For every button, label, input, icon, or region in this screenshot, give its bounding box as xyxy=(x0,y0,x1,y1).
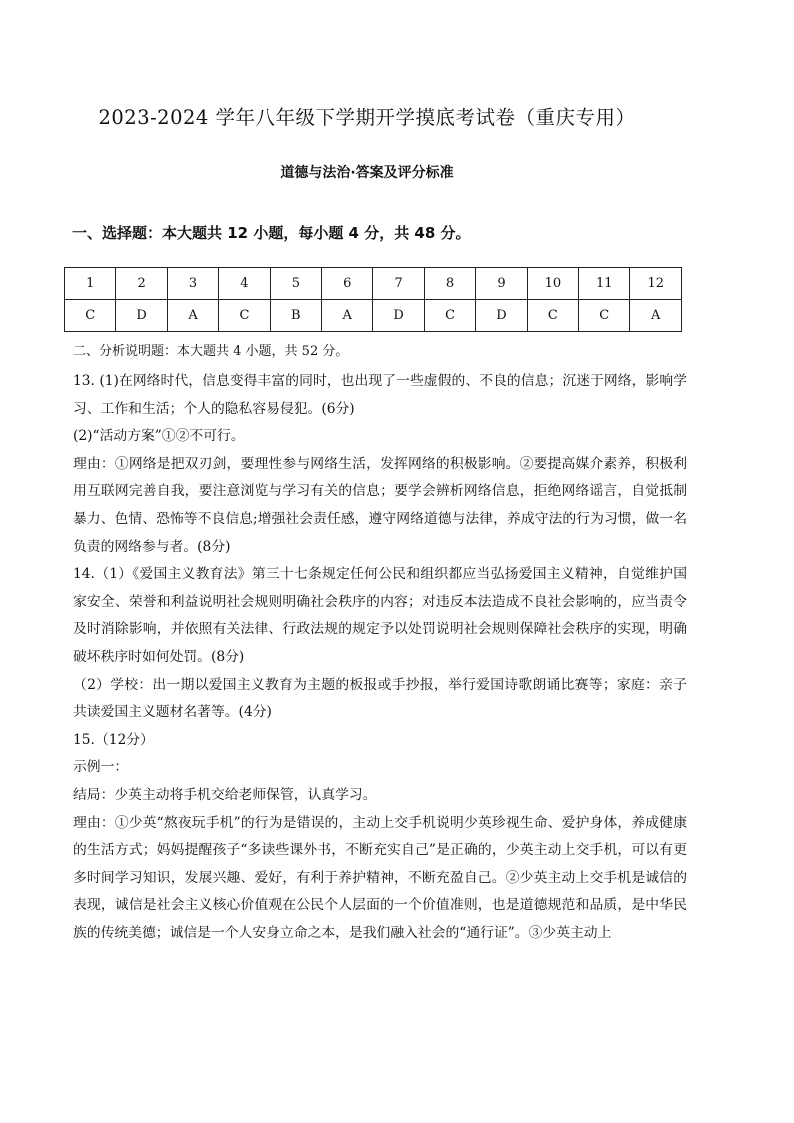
answer-table-answers-row xyxy=(65,300,682,332)
question-number-cell: 7 xyxy=(373,268,424,300)
answer-cell: C xyxy=(424,300,475,332)
question-number-cell: 6 xyxy=(322,268,373,300)
question-number-cell: 4 xyxy=(219,268,270,300)
document-subtitle: 道德与法治·答案及评分标准 xyxy=(280,165,454,181)
question-number-cell: 12 xyxy=(630,268,682,300)
paragraph: 理由：①少英“熬夜玩手机”的行为是错误的，主动上交手机说明少英珍视生命、爱护身体，养成健康的生活方式；妈妈提醒孩子“多读些课外书，不断充实自己”是正确的，少英主动上交手机，可以有更多时间学习知识，发展兴趣、爱好，有利于养护精神，不断充盈自己。②少英主动上交手机是诚信的表现，诚信是社会主义核心价值观在公民个人层面的一个价值准则，也是道德规范和品质，是中华民族的传统美德；诚信是一个人安身立命之本，是我们融入社会的“通行证”。③少英主动上 xyxy=(73,814,687,941)
document-title: 2023-2024 学年八年级下学期开学摸底考试卷（重庆专用） xyxy=(98,106,636,129)
answer-cell: D xyxy=(116,300,167,332)
question-number-cell: 11 xyxy=(579,268,630,300)
answer-cell: A xyxy=(630,300,682,332)
question-number-cell: 2 xyxy=(116,268,167,300)
answer-cell: D xyxy=(373,300,424,332)
section-heading-analysis: 二、分析说明题：本大题共 4 小题，共 52 分。 xyxy=(73,344,349,359)
answer-cell: B xyxy=(270,300,321,332)
paragraph: 15.（12分） xyxy=(73,731,154,748)
question-number-cell: 1 xyxy=(65,268,116,300)
answer-table-numbers-row xyxy=(65,268,682,300)
paragraph: 理由：①网络是把双刃剑，要理性参与网络生活，发挥网络的积极影响。②要提高媒介素养，积极利用互联网完善自我，要注意浏览与学习有关的信息；要学会辨析网络信息，拒绝网络谣言，自觉抵制暴力、色情、恐怖等不良信息;增强社会责任感，遵守网络道德与法律，养成守法的行为习惯，做一名负责的网络参与者。(8分) xyxy=(73,455,687,555)
paragraph: 结局：少英主动将手机交给老师保管，认真学习。 xyxy=(73,786,377,803)
answer-cell: C xyxy=(527,300,578,332)
answer-cell: A xyxy=(322,300,373,332)
answer-cell: A xyxy=(167,300,218,332)
paragraph: （2）学校：出一期以爱国主义教育为主题的板报或手抄报，举行爱国诗歌朗诵比赛等；家庭：亲子共读爱国主义题材名著等。(4分) xyxy=(73,676,687,721)
answer-cell: C xyxy=(579,300,630,332)
question-number-cell: 9 xyxy=(476,268,527,300)
answer-table xyxy=(64,267,682,332)
paragraph: 13. (1)在网络时代，信息变得丰富的同时，也出现了一些虚假的、不良的信息；沉迷于网络，影响学习、工作和生活；个人的隐私容易侵犯。(6分) xyxy=(73,373,687,417)
paragraph: (2)“活动方案”①②不可行。 xyxy=(73,428,245,445)
question-number-cell: 3 xyxy=(167,268,218,300)
answer-cell: D xyxy=(476,300,527,332)
answer-cell: C xyxy=(219,300,270,332)
answer-cell: C xyxy=(65,300,116,332)
answer-body xyxy=(73,368,687,947)
question-number-cell: 10 xyxy=(527,268,578,300)
paragraph: 示例一： xyxy=(73,759,129,776)
question-number-cell: 8 xyxy=(424,268,475,300)
paragraph: 14.（1）《爱国主义教育法》第三十七条规定任何公民和组织都应当弘扬爱国主义精神，自觉维护国家安全、荣誉和利益说明社会规则明确社会秩序的内容；对违反本法造成不良社会影响的，应当责令及时消除影响，并依照有关法律、行政法规的规定予以处罚说明社会规则保障社会秩序的实现，明确破坏秩序时如何处罚。(8分) xyxy=(73,566,687,665)
question-number-cell: 5 xyxy=(270,268,321,300)
section-heading-multiple-choice: 一、选择题：本大题共 12 小题，每小题 4 分，共 48 分。 xyxy=(72,224,471,242)
